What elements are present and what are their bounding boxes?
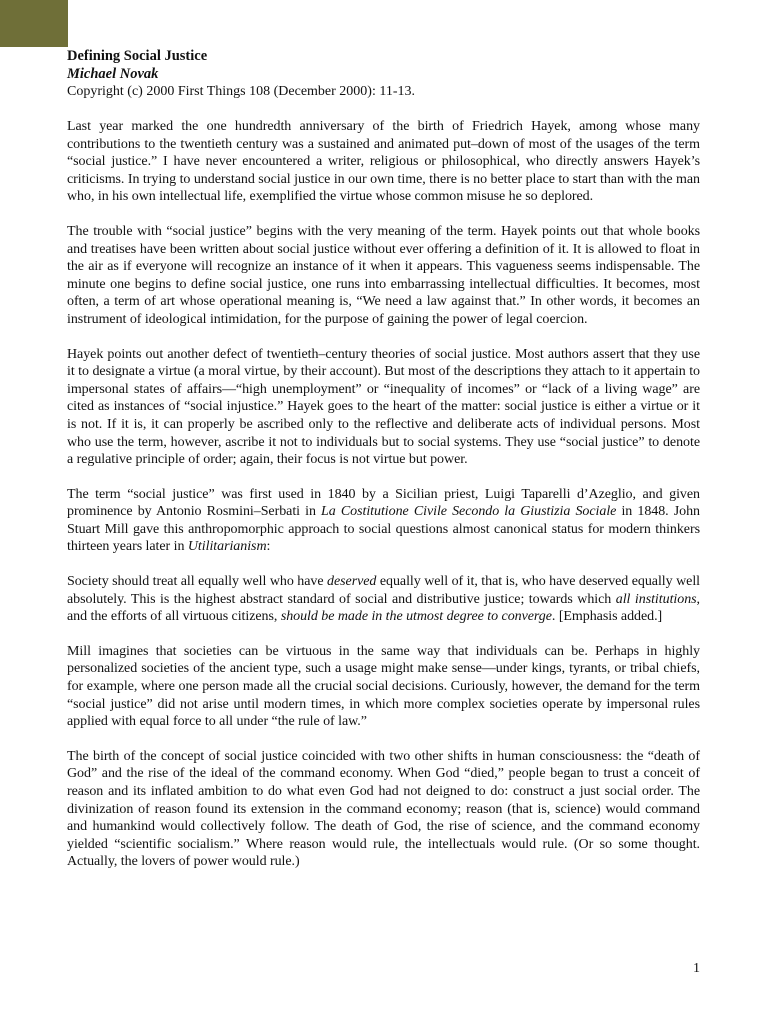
document-body bbox=[67, 47, 700, 871]
text-run: , and the efforts of all virtuous citizens, bbox=[67, 591, 700, 625]
text-run: in 1848. John Stuart Mill gave this anthropomorphic approach to social questions almost canonical status for modern thinkers thirteen years later in bbox=[67, 504, 700, 555]
text-run: Society should treat all equally well who have bbox=[67, 574, 328, 590]
text-run: . [Emphasis added.] bbox=[551, 609, 663, 625]
paragraph-6 bbox=[67, 643, 700, 731]
copyright-line: Copyright (c) 2000 First Things 108 (December 2000): 11-13. bbox=[67, 84, 416, 99]
text-run: The trouble with “social justice” begins with the very meaning of the term. Hayek points out that whole books and treatises have been written about social justice without ever offering a definition of it. It is allowed to float in the air as if everyone will recognize an instance of it when it appears. This vagueness seems indispensable. The minute one begins to define social justice, one runs into embarrassing intellectual difficulties. It becomes, most often, a term of art whose operational meaning is, “We need a law against that.” In other words, it becomes an instrument of ideological intimidation, for the purpose of gaining the power of legal coercion. bbox=[67, 223, 700, 327]
paragraph-2 bbox=[67, 223, 700, 329]
italic-phrase: La Costitutione Civile Secondo la Giustizia Sociale bbox=[321, 504, 617, 520]
text-run: equally well of it, that is, who have deserved equally well absolutely. This is the highest abstract standard of social and distributive justice; towards which bbox=[67, 574, 700, 607]
paragraph-4 bbox=[67, 486, 700, 556]
text-run: : bbox=[266, 539, 271, 555]
italic-phrase: all institutions bbox=[615, 591, 697, 607]
corner-color-block bbox=[0, 0, 68, 47]
text-run: Last year marked the one hundredth anniversary of the birth of Friedrich Hayek, among whose many contributions to the twentieth century was a sustained and animated put–down of most of the usages of the term “social justice.” I have never encountered a writer, religious or philosophical, who directly answers Hayek’s criticisms. In trying to understand social justice in our own time, there is no better place to start than with the man who, in his own intellectual life, exemplified the virtue whose common misuse he so deplored. bbox=[67, 119, 700, 205]
paragraph-1 bbox=[67, 118, 700, 206]
block-quote-paragraph bbox=[67, 573, 700, 626]
text-run: The term “social justice” was first used in 1840 by a Sicilian priest, Luigi Taparelli d’Azeglio, and given prominence by Antonio Rosmini–Serbati in bbox=[67, 486, 700, 520]
text-run: Mill imagines that societies can be virtuous in the same way that individuals can be. Perhaps in highly personalized societies of the ancient type, such a usage might make sense—under kings, tyrants, or tribal chiefs, for example, where one person made all the crucial social decisions. Curiously, however, the demand for the term “social justice” did not arise until modern times, in which more complex societies operate by impersonal rules applied with equal force to all under “the rule of law.” bbox=[67, 643, 700, 730]
italic-phrase: should be made in the utmost degree to converge bbox=[280, 609, 552, 625]
italic-phrase: Utilitarianism bbox=[187, 539, 267, 555]
text-run: The birth of the concept of social justice coincided with two other shifts in human consciousness: the “death of God” and the rise of the ideal of the command economy. When God “died,” people began to trust a conceit of reason and its inflated ambition to do what even God had not deigned to do: construct a just social order. The divinization of reason found its extension in the command economy; reason (that is, science) would command and humankind would collectively follow. The death of God, the rise of science, and the command economy yielded “scientific socialism.” Where reason would rule, the intellectuals would rule. (Or so some thought. Actually, the lovers of power would rule.) bbox=[67, 748, 700, 870]
page-number: 1 bbox=[693, 961, 700, 976]
paragraph-7 bbox=[67, 748, 700, 871]
article-title: Defining Social Justice bbox=[67, 48, 208, 64]
paragraph-3 bbox=[67, 346, 700, 469]
italic-phrase: deserved bbox=[327, 574, 377, 590]
article-author: Michael Novak bbox=[67, 66, 159, 82]
text-run: Hayek points out another defect of twentieth–century theories of social justice. Most authors assert that they use it to designate a virtue (a moral virtue, by their account). But most of the descriptions they attach to it appertain to impersonal states of affairs—“high unemployment” or “inequality of incomes” or “lack of a living wage” are cited as instances of “social injustice.” Hayek goes to the heart of the matter: social justice is either a virtue or it is not. If it is, it can properly be ascribed only to the reflective and deliberate acts of individual persons. Most who use the term, however, ascribe it not to individuals but to social systems. They use “social justice” to denote a regulative principle of order; again, their focus is not virtue but power. bbox=[67, 346, 700, 468]
